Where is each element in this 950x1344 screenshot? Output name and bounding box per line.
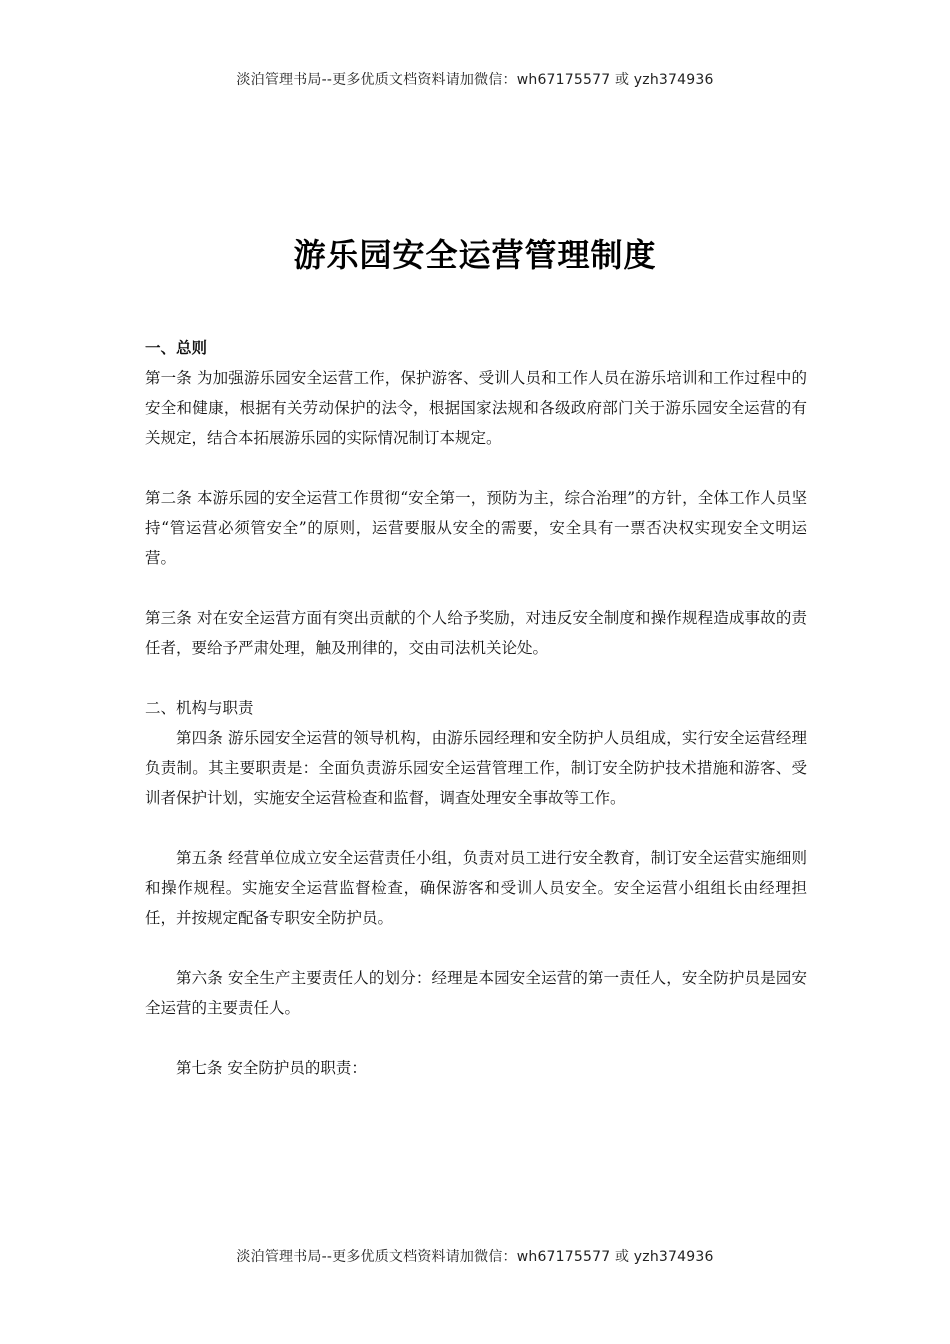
section-heading-general: 一、总则: [145, 339, 208, 357]
article-7: 第七条 安全防护员的职责：: [176, 1059, 367, 1077]
footer-watermark: 淡泊管理书局--更多优质文档资料请加微信：wh67175577 或 yzh374936: [236, 1249, 714, 1265]
article-3: 第三条 对在安全运营方面有突出贡献的个人给予奖励，对违反安全制度和操作规程造成事故的责任者，要给予严肃处理，触及刑律的，交由司法机关论处。: [145, 609, 807, 657]
article-4: 第四条 游乐园安全运营的领导机构，由游乐园经理和安全防护人员组成，实行安全运营经理负责制。其主要职责是：全面负责游乐园安全运营管理工作，制订安全防护技术措施和游客、受训者保护计划，实施安全运营检查和监督，调查处理安全事故等工作。: [145, 729, 807, 807]
article-6: 第六条 安全生产主要责任人的划分：经理是本园安全运营的第一责任人，安全防护员是园安全运营的主要责任人。: [145, 969, 807, 1017]
article-1: 第一条 为加强游乐园安全运营工作，保护游客、受训人员和工作人员在游乐培训和工作过程中的安全和健康，根据有关劳动保护的法令，根据国家法规和各级政府部门关于游乐园安全运营的有关规定，结合本拓展游乐园的实际情况制订本规定。: [145, 369, 807, 447]
section-heading-organization: 二、机构与职责: [145, 699, 254, 717]
article-2: 第二条 本游乐园的安全运营工作贯彻“安全第一，预防为主，综合治理”的方针，全体工作人员坚持“管运营必须管安全”的原则，运营要服从安全的需要，安全具有一票否决权实现安全文明运营。: [145, 489, 807, 567]
article-5: 第五条 经营单位成立安全运营责任小组，负责对员工进行安全教育，制订安全运营实施细则和操作规程。实施安全运营监督检查，确保游客和受训人员安全。安全运营小组组长由经理担任，并按规定配备专职安全防护员。: [145, 849, 807, 927]
document-title: 游乐园安全运营管理制度: [293, 236, 657, 274]
document-body: [145, 333, 807, 1113]
header-watermark: 淡泊管理书局--更多优质文档资料请加微信：wh67175577 或 yzh374936: [236, 72, 714, 88]
